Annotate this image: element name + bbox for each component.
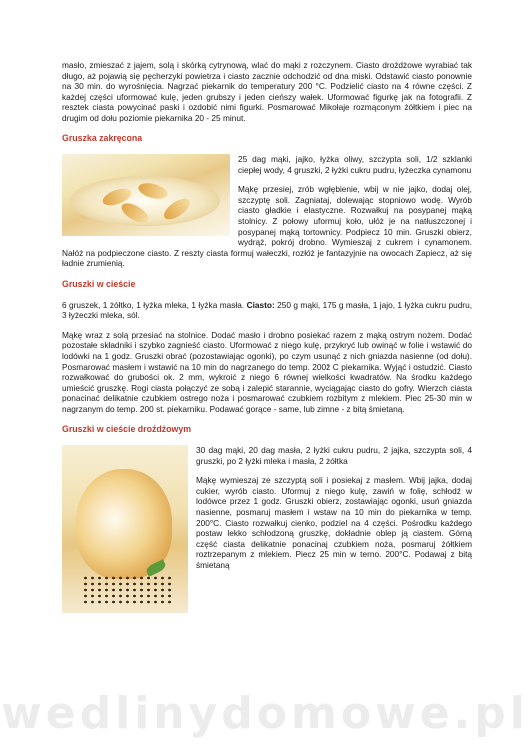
recipe2-dough-label: Ciasto: <box>246 299 275 310</box>
recipe2-ingredients-lead: 6 gruszek, 1 żółtko, 1 łyżka mleka, 1 łyżka masła. <box>62 299 245 310</box>
recipe-title-gruszki-w-ciescie-drozdzowym: Gruszki w cieście drożdżowym <box>62 424 192 435</box>
recipe2-ingredients-rest: 250 g mąki, 175 g masła, 1 jajo, 1 łyżka cukru pudru, 3 łyżeczki mleka, sól. <box>62 299 472 321</box>
recipe-title-gruszki-w-ciescie: Gruszki w cieście <box>62 278 136 289</box>
recipe1-ingredients: 25 dag mąki, jajko, łyżka oliwy, szczypta soli, 1/2 szklanki ciepłej wody, 4 gruszki, 2 łyżki cukru pudru, łyżeczka cynamonu <box>238 154 472 175</box>
document-page <box>62 60 472 617</box>
recipe3-method: Mąkę wymieszaj ze szczyptą soli i posiekaj z masłem. Wbij jajka, dodaj cukier, wyrób ciasto. Uformuj z niego kulę, zawiń w folię, schłodź w lodówce przez 1 godz. Gruszki obierz, zostawiając ogonki, usuń gniazda nasienne, posmaruj masłem i wstaw na 10 min do piekarnika w temp. 200°C. Ciasto rozwałkuj cienko, podziel na 4 części. Pośrodku każdego postaw lekko schłodzoną gruszkę, dokładnie oblep ją ciastem. Górną część ciasta delikatnie ponacinaj czubkiem noża, posmaruj żółtkiem roztrzepanym z mlekiem. Piecz 25 min w terno. 200°C. Podawaj z bitą śmietaną <box>196 475 472 570</box>
watermark: wedlinydomowe.pl <box>1 688 529 739</box>
recipe-title-gruszka-zakrecona: Gruszka zakręcona <box>62 133 143 144</box>
pear-tart-photo <box>62 154 230 236</box>
intro-paragraph: masło, zmieszać z jajem, solą i skórką cytrynową, wlać do mąki z rozczynem. Ciasto drożdżowe wyrabiać tak długo, aż pojawią się pęcherzyki powietrza i ciasto zacznie odchodzić od dna miski. Odstawić ciasto ponownie na 30 min. do wyrośnięcia. Nagrzać piekarnik do temperatury 200 °C. Podzielić ciasto na 4 równe części. Z każdej części uformować kulę, jeden grubszy i jeden cieńszy wałek. Uformować figurkę jak na fotografii. Z resztek ciasta powycinać paski i ozdobić nimi figurki. Posmarować Mikołaje rozmąconym żółtkiem i piec na drugim od dołu poziomie piekarnika 20 - 25 minut. <box>62 60 472 123</box>
recipe2-ingredients <box>62 300 472 321</box>
recipe3-ingredients: 30 dag mąki, 20 dag masła, 2 łyżki cukru pudru, 2 jajka, szczypta soli, 4 gruszki, po 2 łyżki mleka i masła, 2 żółtka <box>196 445 472 466</box>
recipe1-method: Mąkę przesiej, zrób wgłębienie, wbij w nie jajko, dodaj olej, szczyptę soli. Zagniataj, dolewając stopniowo wodę. Wyrób ciasto gładkie i elastyczne. Rozwałkuj na posypanej mąką stolnicy. Z połowy uformuj koło, ułóż je na natłuszczonej i posypanej mąką tortownicy. Podpiecz 10 min. Gruszki obierz, wydrąż, pokrój drobno. Wymieszaj z cukrem i cynamonem. Nałóż na podpieczone ciasto. Z reszty ciasta formuj wałeczki, rozłóż je fantazyjnie na owocach Zapiecz, aż się ładnie zrumienią. <box>62 184 472 269</box>
recipe2-method: Mąkę wraz z solą przesiać na stolnice. Dodać masło i drobno posiekać razem z mąką ostrym nożem. Dodać pozostałe składniki i szybko zagnieść ciasto. Uformować z niego kulę, przykryć lub owinąć w folie i wstawić do lodówki na 1 godz. Gruszki obrać (pozostawiając ogonki), po czym usunąć z nich gniazda nasienne (od dołu). Posmarować masłem i wstawić na 10 min do nagrzanego do temp. 200ž C piekarnika. Wyjąć i ostudzić. Ciasto rozwałkować do grubości ok. 2 mm, wykroić z niego 6 równej wielkości kwadratów. Na środku każdego umieścić gruszkę. Rogi ciasta połączyć ze sobą i zalepić starannie, wyciągając ciasto do gofry. Wierzch ciasta ponacinać delikatnie czubkiem ostrego noża i posmarować czubkiem rozbitym z mlekiem. Piec 25-30 min w nagrzanym do temp. 200 st. piekarniku. Podawać gorące - same, lub zimne - z bitą śmietaną. <box>62 329 472 414</box>
pear-pastry-photo <box>62 445 188 613</box>
